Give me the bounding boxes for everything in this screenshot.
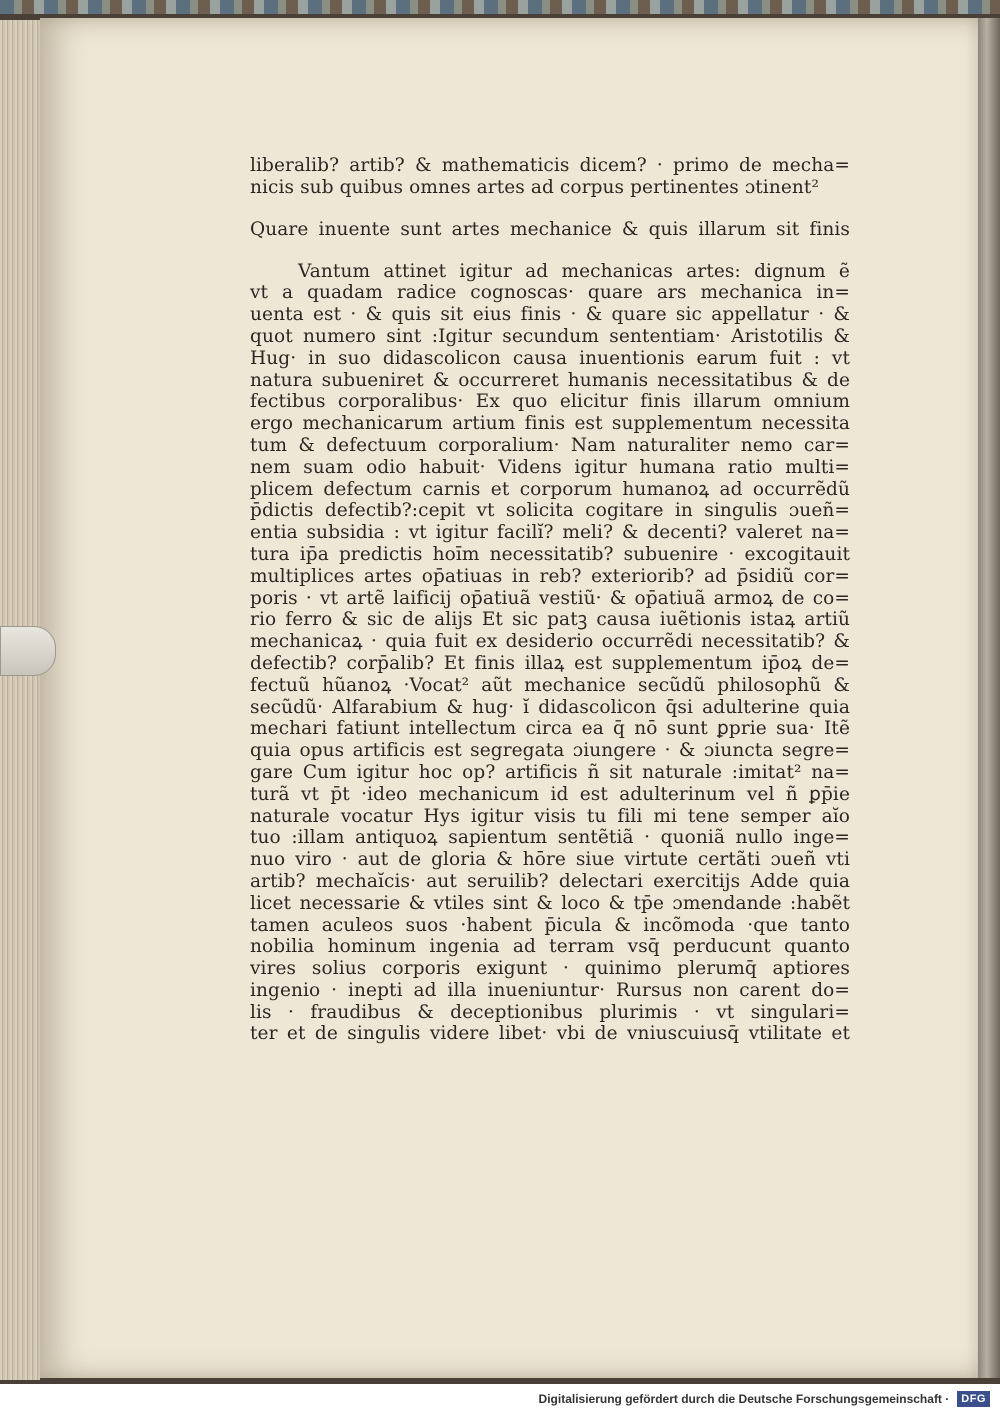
text-line: lis · fraudibus & deceptionibus plurimis · vt singulari= xyxy=(250,1001,850,1023)
text-line: turã vt p̄t ·ideo mechanicum id est adulterinum vel ñ ꝑp̄ie xyxy=(250,783,850,805)
text-line: vt a quadam radice cognoscas· quare ars mechanica in= xyxy=(250,282,850,304)
text-line: poris · vt artẽ laificij op̄atiuã vestiũ· & op̄atiuã armoꝝ de co= xyxy=(250,587,850,609)
text-line: multiplices artes op̄atiuas in reb? exteriorib? ad p̄sidiũ cor= xyxy=(250,565,850,587)
page-edge-right xyxy=(978,18,1000,1378)
page-clip xyxy=(0,626,56,676)
funding-notice: Digitalisierung gefördert durch die Deutsche Forschungsgemeinschaft · xyxy=(538,1392,950,1406)
intro-paragraph xyxy=(250,155,850,199)
text-line: quia opus artificis est segregata ɔiungere · & ɔiuncta segre= xyxy=(250,740,850,762)
text-line: natura subueniret & occurreret humanis necessitatibus & de xyxy=(250,369,850,391)
text-line: liberalib? artib? & mathematicis dicem? · primo de mecha= xyxy=(250,155,850,176)
text-line: nuo viro · aut de gloria & hōre siue virtute certãti ɔueñ vti xyxy=(250,849,850,871)
text-line: defectib? corp̄alib? Et finis illaꝝ est supplementum ip̄oꝝ de= xyxy=(250,652,850,674)
text-line: fectuũ hũanoꝝ ·Vocat² aũt mechanice secũdũ philosophũ & xyxy=(250,674,850,696)
text-line: licet necessarie & vtiles sint & loco & tp̄e ɔmendande :habẽt xyxy=(250,892,850,914)
text-line: rio ferro & sic de alijs Et sic patꝫ causa iuẽtionis istaꝝ artiũ xyxy=(250,609,850,631)
text-line: ergo mechanicarum artium finis est supplementum necessita xyxy=(250,413,850,435)
text-line: nem suam odio habuit· Videns igitur humana ratio multi= xyxy=(250,456,850,478)
text-line: ter et de singulis videre libet· vbi de vniuscuiusq̄ vtilitate et xyxy=(250,1023,850,1045)
text-line: nicis sub quibus omnes artes ad corpus pertinentes ɔtinent² xyxy=(250,176,819,198)
text-line: uenta est · & quis sit eius finis · & quare sic appellatur · & xyxy=(250,304,850,326)
page-stack-left xyxy=(0,20,40,1380)
text-line: ingenio · inepti ad illa inueniuntur· Rursus non carent do= xyxy=(250,979,850,1001)
text-line: gare Cum igitur hoc op? artificis ñ sit naturale :imitat² na= xyxy=(250,761,850,783)
text-line: Hug· in suo didascolicon causa inuentionis earum fuit : vt xyxy=(250,347,850,369)
text-line: tamen aculeos suos ·habent p̄icula & incõmoda ·que tanto xyxy=(250,914,850,936)
text-line: tura ip̄a predictis hoı̄m necessitatib? subuenire · excogitauit xyxy=(250,543,850,565)
text-line: mechanicaꝝ · quia fuit ex desiderio occurrẽdi necessitatib? & xyxy=(250,631,850,653)
text-line: plicem defectum carnis et corporum humanoꝝ ad occurrẽdũ xyxy=(250,478,850,500)
text-line: secũdũ· Alfarabium & hug· ĭ didascolicon q̄si adulterine quia xyxy=(250,696,850,718)
text-line: nobilia hominum ingenia ad terram vsq̄ perducunt quanto xyxy=(250,936,850,958)
text-line: tum & defectuum corporalium· Nam naturaliter nemo car= xyxy=(250,434,850,456)
text-line: mechari fatiunt intellectum circa ea q̄ nō sunt ꝑprie sua· Itẽ xyxy=(250,718,850,740)
text-line: quot numero sint :Igitur secundum sententiam· Aristotilis & xyxy=(250,325,850,347)
text-line: artib? mechaĭcis· aut seruilib? delectari exercitijs Adde quia xyxy=(250,870,850,892)
page-text xyxy=(250,155,850,1045)
text-line: Vantum attinet igitur ad mechanicas artes: dignum ẽ xyxy=(298,260,850,282)
text-line: fectibus corporalibus· Ex quo elicitur finis illarum omnium xyxy=(250,391,850,413)
text-line: entia subsidia : vt igitur facilĭ? meli? & decenti? valeret na= xyxy=(250,522,850,544)
text-line: p̄dictis defectib?:cepit vt solicita cogitare in singulis ɔueñ= xyxy=(250,500,850,522)
dfg-logo-icon[interactable]: DFG xyxy=(957,1391,990,1407)
text-line: vires solius corporis exigunt · quinimo plerumq̄ aptiores xyxy=(250,958,850,980)
text-line: tuo :illam antiquoꝝ sapientum sentẽtiã · quoniã nullo inge= xyxy=(250,827,850,849)
section-heading: Quare inuente sunt artes mechanice & quis illarum sit finis xyxy=(250,218,850,240)
body-paragraph xyxy=(250,261,850,1046)
text-line: naturale vocatur Hys igitur visis tu fili mi tene semper aĭo xyxy=(250,805,850,827)
footer-bar xyxy=(0,1384,1000,1414)
